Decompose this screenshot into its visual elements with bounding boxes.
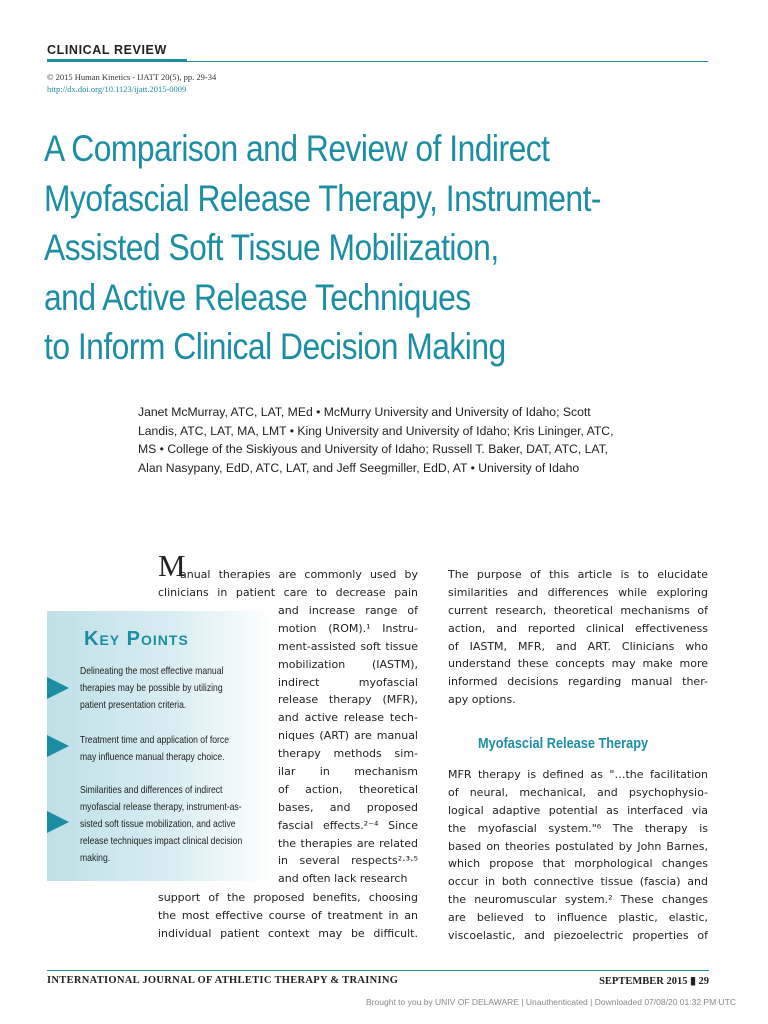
- body-line: ilar in mechanism: [278, 765, 418, 779]
- doi-link[interactable]: http://dx.doi.org/10.1123/ijatt.2015-0009: [47, 84, 187, 94]
- key-point-line: therapies may be possible by utilizing: [80, 681, 223, 694]
- title-line: Assisted Soft Tissue Mobilization,: [44, 227, 499, 269]
- body-line: anual therapies are commonly used by: [180, 568, 418, 581]
- key-point-line: patient presentation criteria.: [80, 698, 187, 711]
- section-underline: [47, 59, 187, 62]
- author-line: Alan Nasypany, EdD, ATC, LAT, and Jeff Seegmiller, EdD, AT • University of Idaho: [138, 460, 580, 475]
- body-line: are believed to influence plastic, elastic,: [448, 911, 708, 925]
- body-line: MFR therapy is defined as "…the facilitation: [448, 768, 708, 781]
- body-line: and often lack research: [278, 872, 408, 886]
- body-line: and increase range of: [278, 604, 418, 617]
- body-line: motion (ROM).¹ Instru-: [278, 621, 418, 635]
- body-line: clinicians in patient care to decrease pain: [158, 585, 418, 599]
- footer-rule: [47, 970, 709, 971]
- body-line: which propose that morphological changes: [448, 857, 708, 871]
- key-point-item: [80, 732, 232, 766]
- body-line: of action, theoretical: [278, 782, 418, 796]
- body-line: logical adaptive potential as interfaced via: [448, 803, 708, 817]
- dropcap: M: [158, 548, 186, 583]
- key-point-line: Delineating the most effective manual: [80, 665, 224, 677]
- journal-name: INTERNATIONAL JOURNAL OF ATHLETIC THERAPY & TRAINING: [47, 975, 399, 986]
- body-line: the neuromuscular system.² These changes: [448, 893, 708, 907]
- right-column-intro: [448, 566, 708, 709]
- page-number: SEPTEMBER 2015 ▮ 29: [599, 976, 709, 987]
- body-line: in several respects²·³·⁵: [278, 854, 418, 868]
- download-notice: Brought to you by UNIV OF DELAWARE | Unauthenticated | Downloaded 07/08/20 01:32 PM UTC: [366, 997, 736, 1007]
- body-line: niques (ART) are manual: [278, 729, 418, 743]
- body-line: based on theories postulated by John Barnes,: [448, 839, 708, 853]
- section-label: CLINICAL REVIEW: [47, 43, 167, 57]
- body-line: similarities and differences while exploring: [448, 585, 708, 599]
- author-line: Janet McMurray, ATC, LAT, MEd • McMurry University and University of Idaho; Scott: [138, 405, 591, 419]
- title-line: and Active Release Techniques: [44, 276, 471, 318]
- key-points-title: Key Points: [84, 628, 189, 650]
- body-line: viscoelastic, and piezoelectric properties of: [448, 929, 708, 943]
- author-list: [138, 403, 718, 477]
- arrow-right-icon: [47, 735, 69, 757]
- body-line: the myofascial system."⁶ The therapy is: [448, 821, 708, 835]
- author-line: MS • College of the Siskiyous and University of Idaho; Russell T. Baker, DAT, ATC, LAT,: [138, 442, 609, 457]
- key-point-line: making.: [80, 851, 111, 864]
- key-point-line: Treatment time and application of force: [80, 734, 230, 746]
- title-line: Myofascial Release Therapy, Instrument-: [44, 177, 602, 219]
- body-line: understand these concepts may make more: [448, 657, 708, 671]
- body-line: individual patient context may be difficult.: [158, 926, 418, 940]
- key-point-line: myofascial release therapy, instrument-as-: [80, 800, 242, 813]
- right-column-mfr: [448, 766, 708, 945]
- author-line: Landis, ATC, LAT, MA, LMT • King University and University of Idaho; Kris Lininger, ATC,: [138, 423, 614, 438]
- key-point-item: [80, 663, 232, 714]
- body-line: release therapy (MFR),: [278, 693, 418, 707]
- body-line: the most effective course of treatment in an: [158, 908, 418, 922]
- arrow-right-icon: [47, 811, 69, 833]
- left-column-narrow: [278, 602, 418, 888]
- key-point-line: sisted soft tissue mobilization, and active: [80, 817, 236, 830]
- arrow-right-icon: [47, 677, 69, 699]
- body-line: occur in both connective tissue (fascia) and: [448, 875, 708, 889]
- body-line: indirect myofascial: [278, 675, 418, 689]
- title-line: to Inform Clinical Decision Making: [44, 326, 506, 368]
- section-rule: [187, 61, 708, 62]
- body-line: current research, theoretical mechanisms of: [448, 603, 708, 617]
- key-point-line: release techniques impact clinical decision: [80, 834, 243, 847]
- body-line: ment-assisted soft tissue: [278, 639, 418, 653]
- body-line: apy options.: [448, 693, 516, 707]
- key-point-item: [80, 782, 243, 867]
- body-line: bases, and proposed: [278, 800, 418, 814]
- body-line: of neural, mechanical, and psychophysio-: [448, 785, 708, 799]
- body-line: fascial effects.²⁻⁴ Since: [278, 818, 418, 832]
- body-line: the therapies are related: [278, 836, 418, 850]
- body-line: The purpose of this article is to elucidate: [448, 568, 708, 581]
- body-line: informed decisions regarding manual ther-: [448, 675, 708, 689]
- key-point-line: Similarities and differences of indirect: [80, 784, 223, 796]
- body-line: and active release tech-: [278, 711, 418, 725]
- body-line: therapy methods sim-: [278, 747, 418, 761]
- left-column-top: [158, 548, 418, 602]
- body-line: of IASTM, MFR, and ART. Clinicians who: [448, 639, 708, 653]
- key-point-line: may influence manual therapy choice.: [80, 750, 225, 763]
- title-line: A Comparison and Review of Indirect: [44, 128, 550, 169]
- article-title: [44, 124, 637, 372]
- copyright-line: © 2015 Human Kinetics - IJATT 20(5), pp. 29-34: [47, 72, 217, 82]
- section-heading: Myofascial Release Therapy: [478, 735, 649, 752]
- body-line: support of the proposed benefits, choosing: [158, 891, 418, 904]
- body-line: action, and reported clinical effectiveness: [448, 621, 708, 635]
- body-line: mobilization (IASTM),: [278, 657, 418, 671]
- left-column-bottom: [158, 889, 418, 943]
